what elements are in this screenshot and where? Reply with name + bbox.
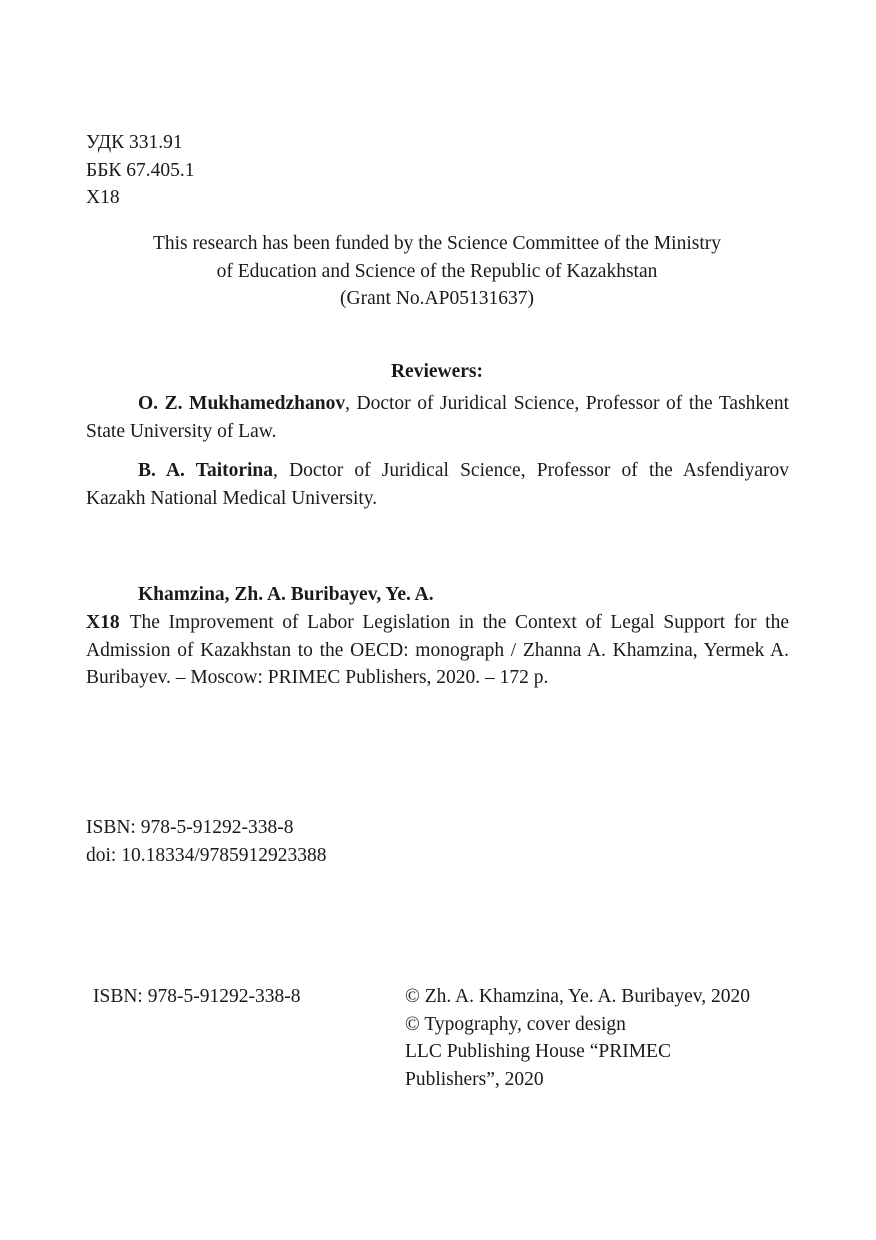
copyright-line: © Typography, cover design xyxy=(405,1013,626,1035)
reviewer-name: O. Z. Mukhamedzhanov xyxy=(138,393,346,414)
funding-line-2: of Education and Science of the Republic of Kazakhstan xyxy=(216,260,658,282)
funding-line-3: (Grant No.AP05131637) xyxy=(340,288,534,309)
classification-codes xyxy=(86,129,195,212)
funding-line-1: This research has been funded by the Science Committee of the Ministry xyxy=(152,233,722,254)
citation-entry xyxy=(86,609,789,692)
reviewer-name: B. A. Taitorina xyxy=(138,460,274,481)
reviewer-entry xyxy=(86,390,789,445)
reviewers-heading: Reviewers: xyxy=(390,361,484,382)
doi-number: doi: 10.18334/9785912923388 xyxy=(86,844,327,866)
bbk-code: ББК 67.405.1 xyxy=(86,159,195,181)
footer-isbn: ISBN: 978-5-91292-338-8 xyxy=(93,986,301,1007)
reviewer-entry xyxy=(86,457,789,512)
identifiers xyxy=(86,814,327,869)
copyright-line: © Zh. A. Khamzina, Ye. A. Buribayev, 2020 xyxy=(405,986,751,1007)
udk-code: УДК 331.91 xyxy=(86,132,183,153)
copyright-line: LLC Publishing House “PRIMEC xyxy=(405,1041,671,1062)
copyright-block xyxy=(405,983,750,1093)
citation-mark: Х18 xyxy=(86,612,120,633)
citation-text: The Improvement of Labor Legislation in the Context of Legal Support for the Admission of Kazakhstan to the OECD: monograph / Zhanna A. Khamzina, Yermek A. Buribayev. – Moscow: PRIMEC Publishers, 2020. – 172 p. xyxy=(86,612,789,688)
isbn-number: ISBN: 978-5-91292-338-8 xyxy=(86,817,294,838)
citation-authors: Khamzina, Zh. A. Buribayev, Ye. A. xyxy=(138,584,434,605)
author-mark: Х18 xyxy=(86,187,120,208)
reviewer-details: , Doctor of Juridical Science, Professor of the Asfendiyarov Kazakh National Medical University. xyxy=(86,460,789,509)
funding-statement xyxy=(86,230,788,313)
copyright-line: Publishers”, 2020 xyxy=(405,1068,544,1090)
reviewer-details: , Doctor of Juridical Science, Professor of the Tashkent State University of Law. xyxy=(86,393,789,442)
